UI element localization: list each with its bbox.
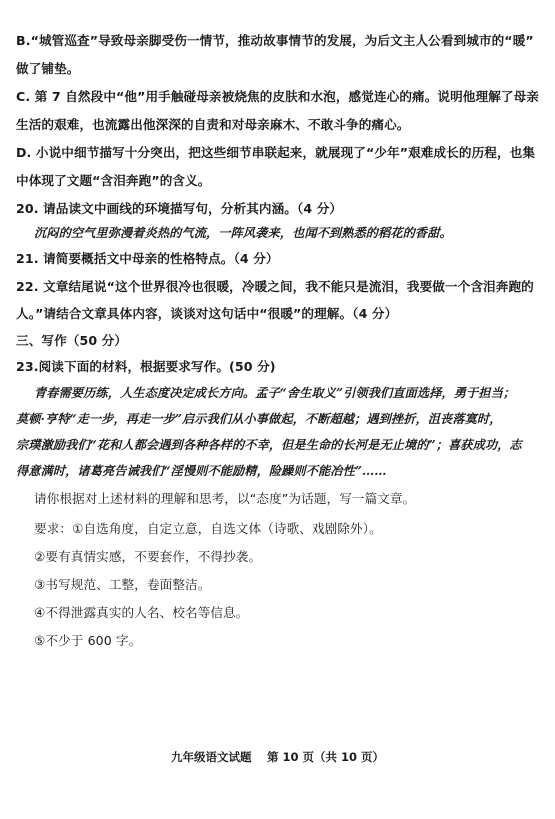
section-writing-heading: 三、写作（50 分） [16,333,128,348]
option-c-line-1: C. 第 7 自然段中“他”用手触碰母亲被烧焦的皮肤和水泡，感觉连心的痛。说明他理解了母亲 [16,89,539,104]
material-line-2: 莫顿·亨特“走一步，再走一步”启示我们从小事做起，不断超越；遇到挫折，沮丧落寞时， [16,412,502,426]
question-20-quote: 沉闷的空气里弥漫着炎热的气流，一阵风袭来，也闻不到熟悉的稻花的香甜。 [34,226,452,240]
option-b-line-2: 做了铺垫。 [16,61,80,76]
option-d-line-1: D. 小说中细节描写十分突出，把这些细节串联起来，就展现了“少年”艰难成长的历程，也集 [16,145,536,160]
question-22-line-2: 人。”请结合文章具体内容，谈谈对这句话中“很暖”的理解。（4 分） [16,306,398,321]
material-line-3: 宗璞激励我们“花和人都会遇到各种各样的不幸，但是生命的长河是无止境的”；喜获成功，志 [16,438,522,452]
option-c-line-2: 生活的艰难，也流露出他深深的自责和对母亲麻木、不敢斗争的痛心。 [16,117,410,132]
page-footer: 九年级语文试题 第 10 页（共 10 页） [170,750,385,764]
material-line-1: 青春需要历练，人生态度决定成长方向。孟子“舍生取义”引领我们直面选择，勇于担当； [34,386,516,400]
question-22-line-1: 22. 文章结尾说“这个世界很冷也很暖，冷暖之间，我不能只是流泪，我要做一个含泪奔跑的 [16,279,534,294]
requirement-1: 要求：①自选角度，自定立意，自选文体（诗歌、戏剧除外）。 [34,521,382,536]
requirement-5: ⑤不少于 600 字。 [34,633,142,648]
requirement-3: ③书写规范、工整，卷面整洁。 [34,577,211,592]
question-23: 23.阅读下面的材料，根据要求写作。(50 分) [16,359,276,374]
requirement-2: ②要有真情实感，不要套作，不得抄袭。 [34,549,262,564]
option-d-line-2: 中体现了文题“含泪奔跑”的含义。 [16,173,211,188]
material-line-4: 得意满时，诸葛亮告诫我们“淫慢则不能励精，险躁则不能冶性”…… [16,464,387,478]
question-20: 20. 请品读文中画线的环境描写句，分析其内涵。（4 分） [16,201,343,216]
writing-prompt: 请你根据对上述材料的理解和思考，以“态度”为话题，写一篇文章。 [34,491,416,506]
option-b-line-1: B.“城管巡查”导致母亲脚受伤一情节，推动故事情节的发展，为后文主人公看到城市的“暖” [16,33,534,48]
question-21: 21. 请简要概括文中母亲的性格特点。（4 分） [16,251,279,266]
requirement-4: ④不得泄露真实的人名、校名等信息。 [34,605,249,620]
